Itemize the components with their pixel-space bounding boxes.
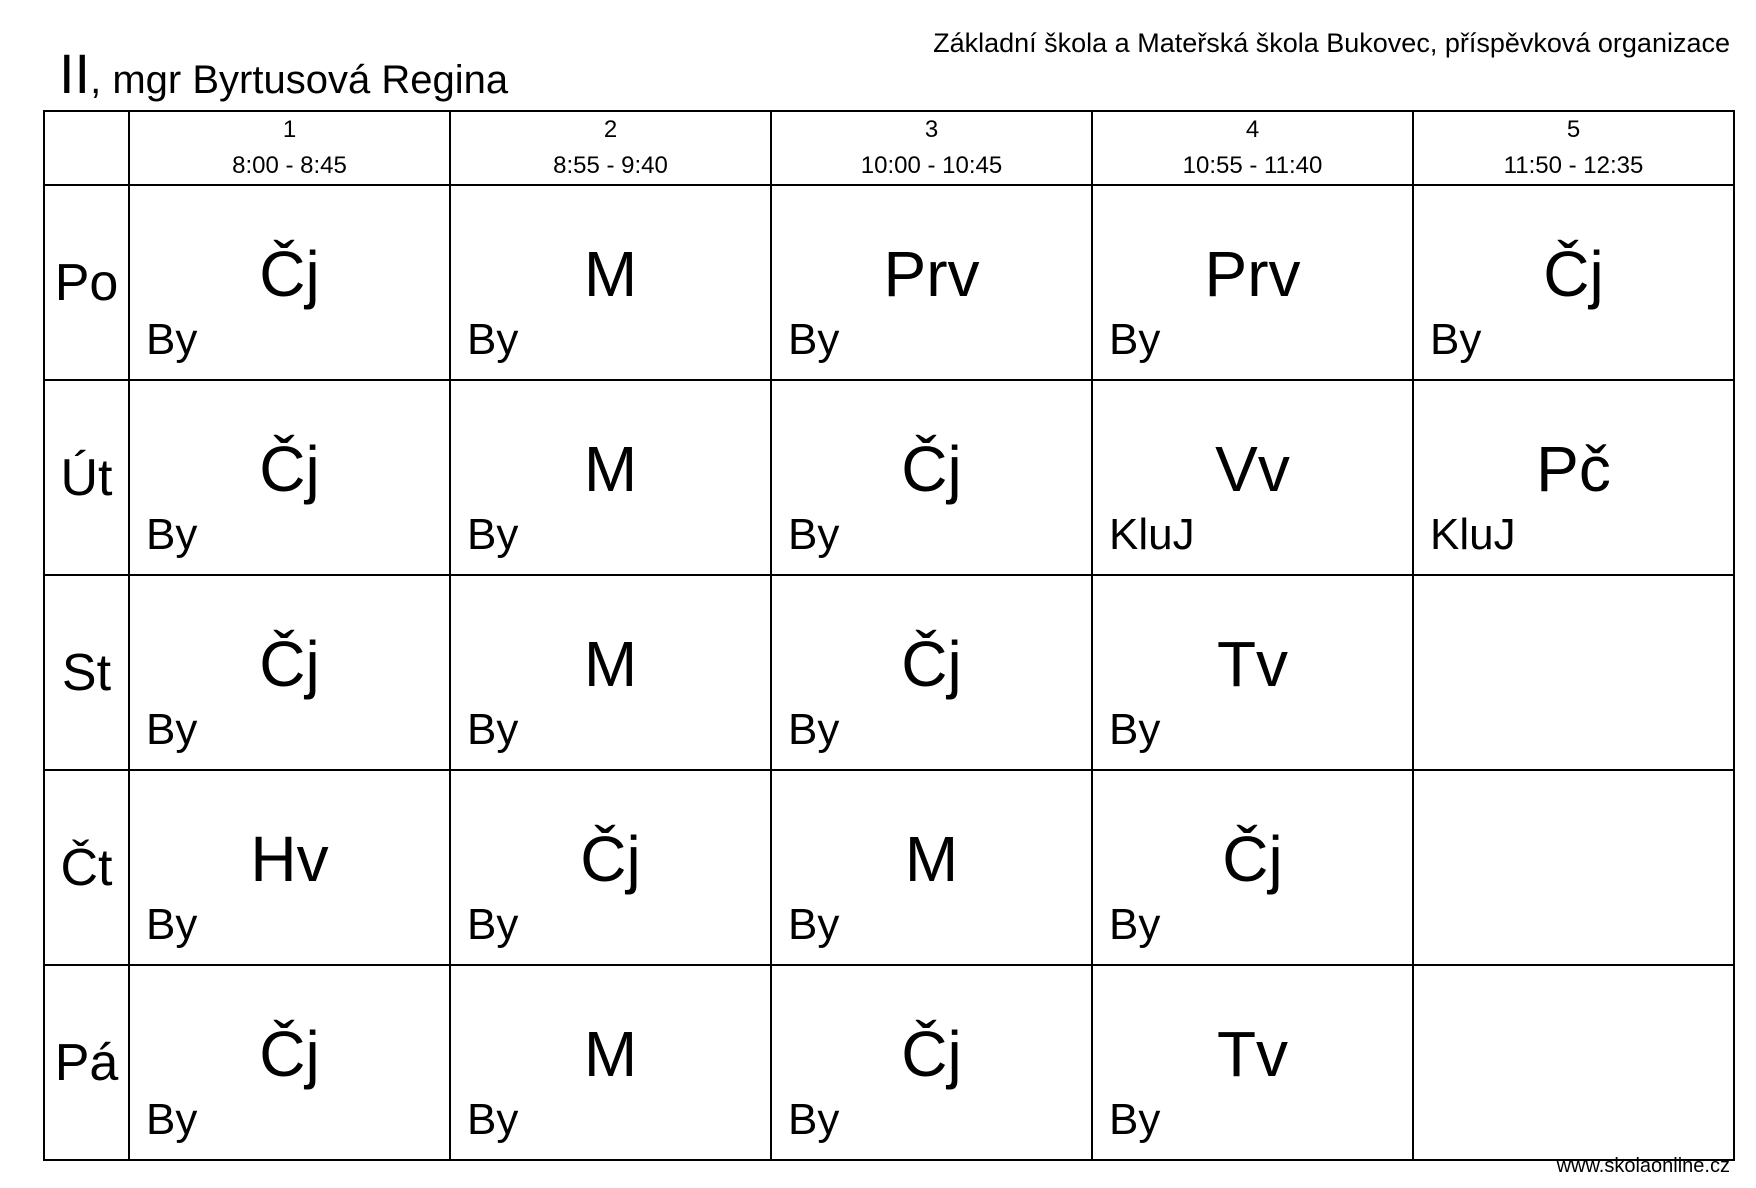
day-label: St [44,575,129,770]
day-label: Út [44,380,129,575]
period-header-3 [771,111,1092,185]
lesson-teacher: By [788,705,840,754]
lesson-cell [771,380,1092,575]
day-row-st [44,575,1734,770]
lesson-cell [1092,185,1413,380]
lesson-subject: Čj [1222,823,1283,895]
period-header-1 [129,111,450,185]
day-label: Čt [44,770,129,965]
header-row [44,111,1734,185]
period-number: 5 [1566,116,1581,143]
lesson-subject: M [583,238,638,310]
lesson-subject: Tv [1216,628,1289,700]
lesson-subject: Čj [901,433,962,505]
period-header-4 [1092,111,1413,185]
lesson-cell [450,770,771,965]
lesson-teacher: By [467,315,519,364]
lesson-subject: Čj [259,238,320,310]
lesson-subject: Pč [1536,433,1611,505]
lesson-cell [450,185,771,380]
period-time: 10:00 - 10:45 [860,152,1003,179]
lesson-teacher: By [146,510,198,559]
lesson-cell [771,575,1092,770]
lesson-cell [1092,965,1413,1160]
period-number: 3 [924,116,939,143]
page-title [59,42,509,105]
period-number: 1 [282,116,297,143]
lesson-subject: M [583,433,638,505]
class-name: II [59,42,91,105]
day-row-ut [44,380,1734,575]
lesson-cell [129,575,450,770]
school-name: Základní škola a Mateřská škola Bukovec, příspěvková organizace [933,28,1730,58]
lesson-teacher: By [788,510,840,559]
lesson-subject: Tv [1216,1018,1289,1090]
lesson-subject: Vv [1215,433,1290,505]
period-time: 8:55 - 9:40 [553,152,668,179]
lesson-cell [1092,575,1413,770]
lesson-subject: M [583,628,638,700]
lesson-teacher: By [146,705,198,754]
lesson-cell [1413,380,1734,575]
lesson-cell [450,965,771,1160]
lesson-cell [129,380,450,575]
lesson-teacher: KluJ [1109,510,1195,559]
lesson-cell [450,575,771,770]
lesson-teacher: By [146,900,198,949]
lesson-teacher: By [146,315,198,364]
lesson-subject: Čj [259,1018,320,1090]
day-row-pa [44,965,1734,1160]
lesson-cell-empty [1413,965,1734,1160]
day-row-po [44,185,1734,380]
period-time: 10:55 - 11:40 [1182,152,1323,179]
lesson-subject: M [583,1018,638,1090]
period-header-5 [1413,111,1734,185]
lesson-cell [771,185,1092,380]
lesson-cell [1092,770,1413,965]
lesson-cell [129,185,450,380]
lesson-teacher: By [146,1095,198,1144]
lesson-teacher: By [788,1095,840,1144]
day-label: Pá [44,965,129,1160]
lesson-teacher: By [788,315,840,364]
lesson-subject: Prv [1204,238,1301,310]
timetable [43,110,1735,1161]
lesson-subject: Hv [250,823,329,895]
period-number: 2 [603,116,618,143]
day-label: Po [44,185,129,380]
corner-cell [44,111,129,185]
lesson-cell-empty [1413,770,1734,965]
lesson-teacher: KluJ [1430,510,1516,559]
lesson-teacher: By [1109,900,1161,949]
lesson-cell [129,770,450,965]
lesson-teacher: By [467,1095,519,1144]
lesson-subject: M [904,823,959,895]
period-header-2 [450,111,771,185]
day-row-ct [44,770,1734,965]
lesson-subject: Čj [901,628,962,700]
lesson-subject: Čj [1543,238,1604,310]
lesson-subject: Čj [901,1018,962,1090]
lesson-subject: Prv [883,238,980,310]
lesson-teacher: By [1109,315,1161,364]
period-number: 4 [1245,116,1260,143]
lesson-cell [771,770,1092,965]
lesson-subject: Čj [259,628,320,700]
lesson-teacher: By [467,705,519,754]
lesson-teacher: By [1109,1095,1161,1144]
lesson-cell [1092,380,1413,575]
lesson-cell [450,380,771,575]
lesson-teacher: By [467,900,519,949]
lesson-cell [1413,185,1734,380]
lesson-cell [771,965,1092,1160]
lesson-teacher: By [1430,315,1482,364]
period-time: 8:00 - 8:45 [232,152,347,179]
lesson-teacher: By [467,510,519,559]
lesson-teacher: By [1109,705,1161,754]
lesson-subject: Čj [580,823,641,895]
lesson-cell-empty [1413,575,1734,770]
lesson-cell [129,965,450,1160]
period-time: 11:50 - 12:35 [1503,152,1644,179]
teacher-name: , mgr Byrtusová Regina [90,58,509,102]
lesson-subject: Čj [259,433,320,505]
website-link[interactable]: www.skolaonline.cz [1556,1155,1730,1177]
lesson-teacher: By [788,900,840,949]
